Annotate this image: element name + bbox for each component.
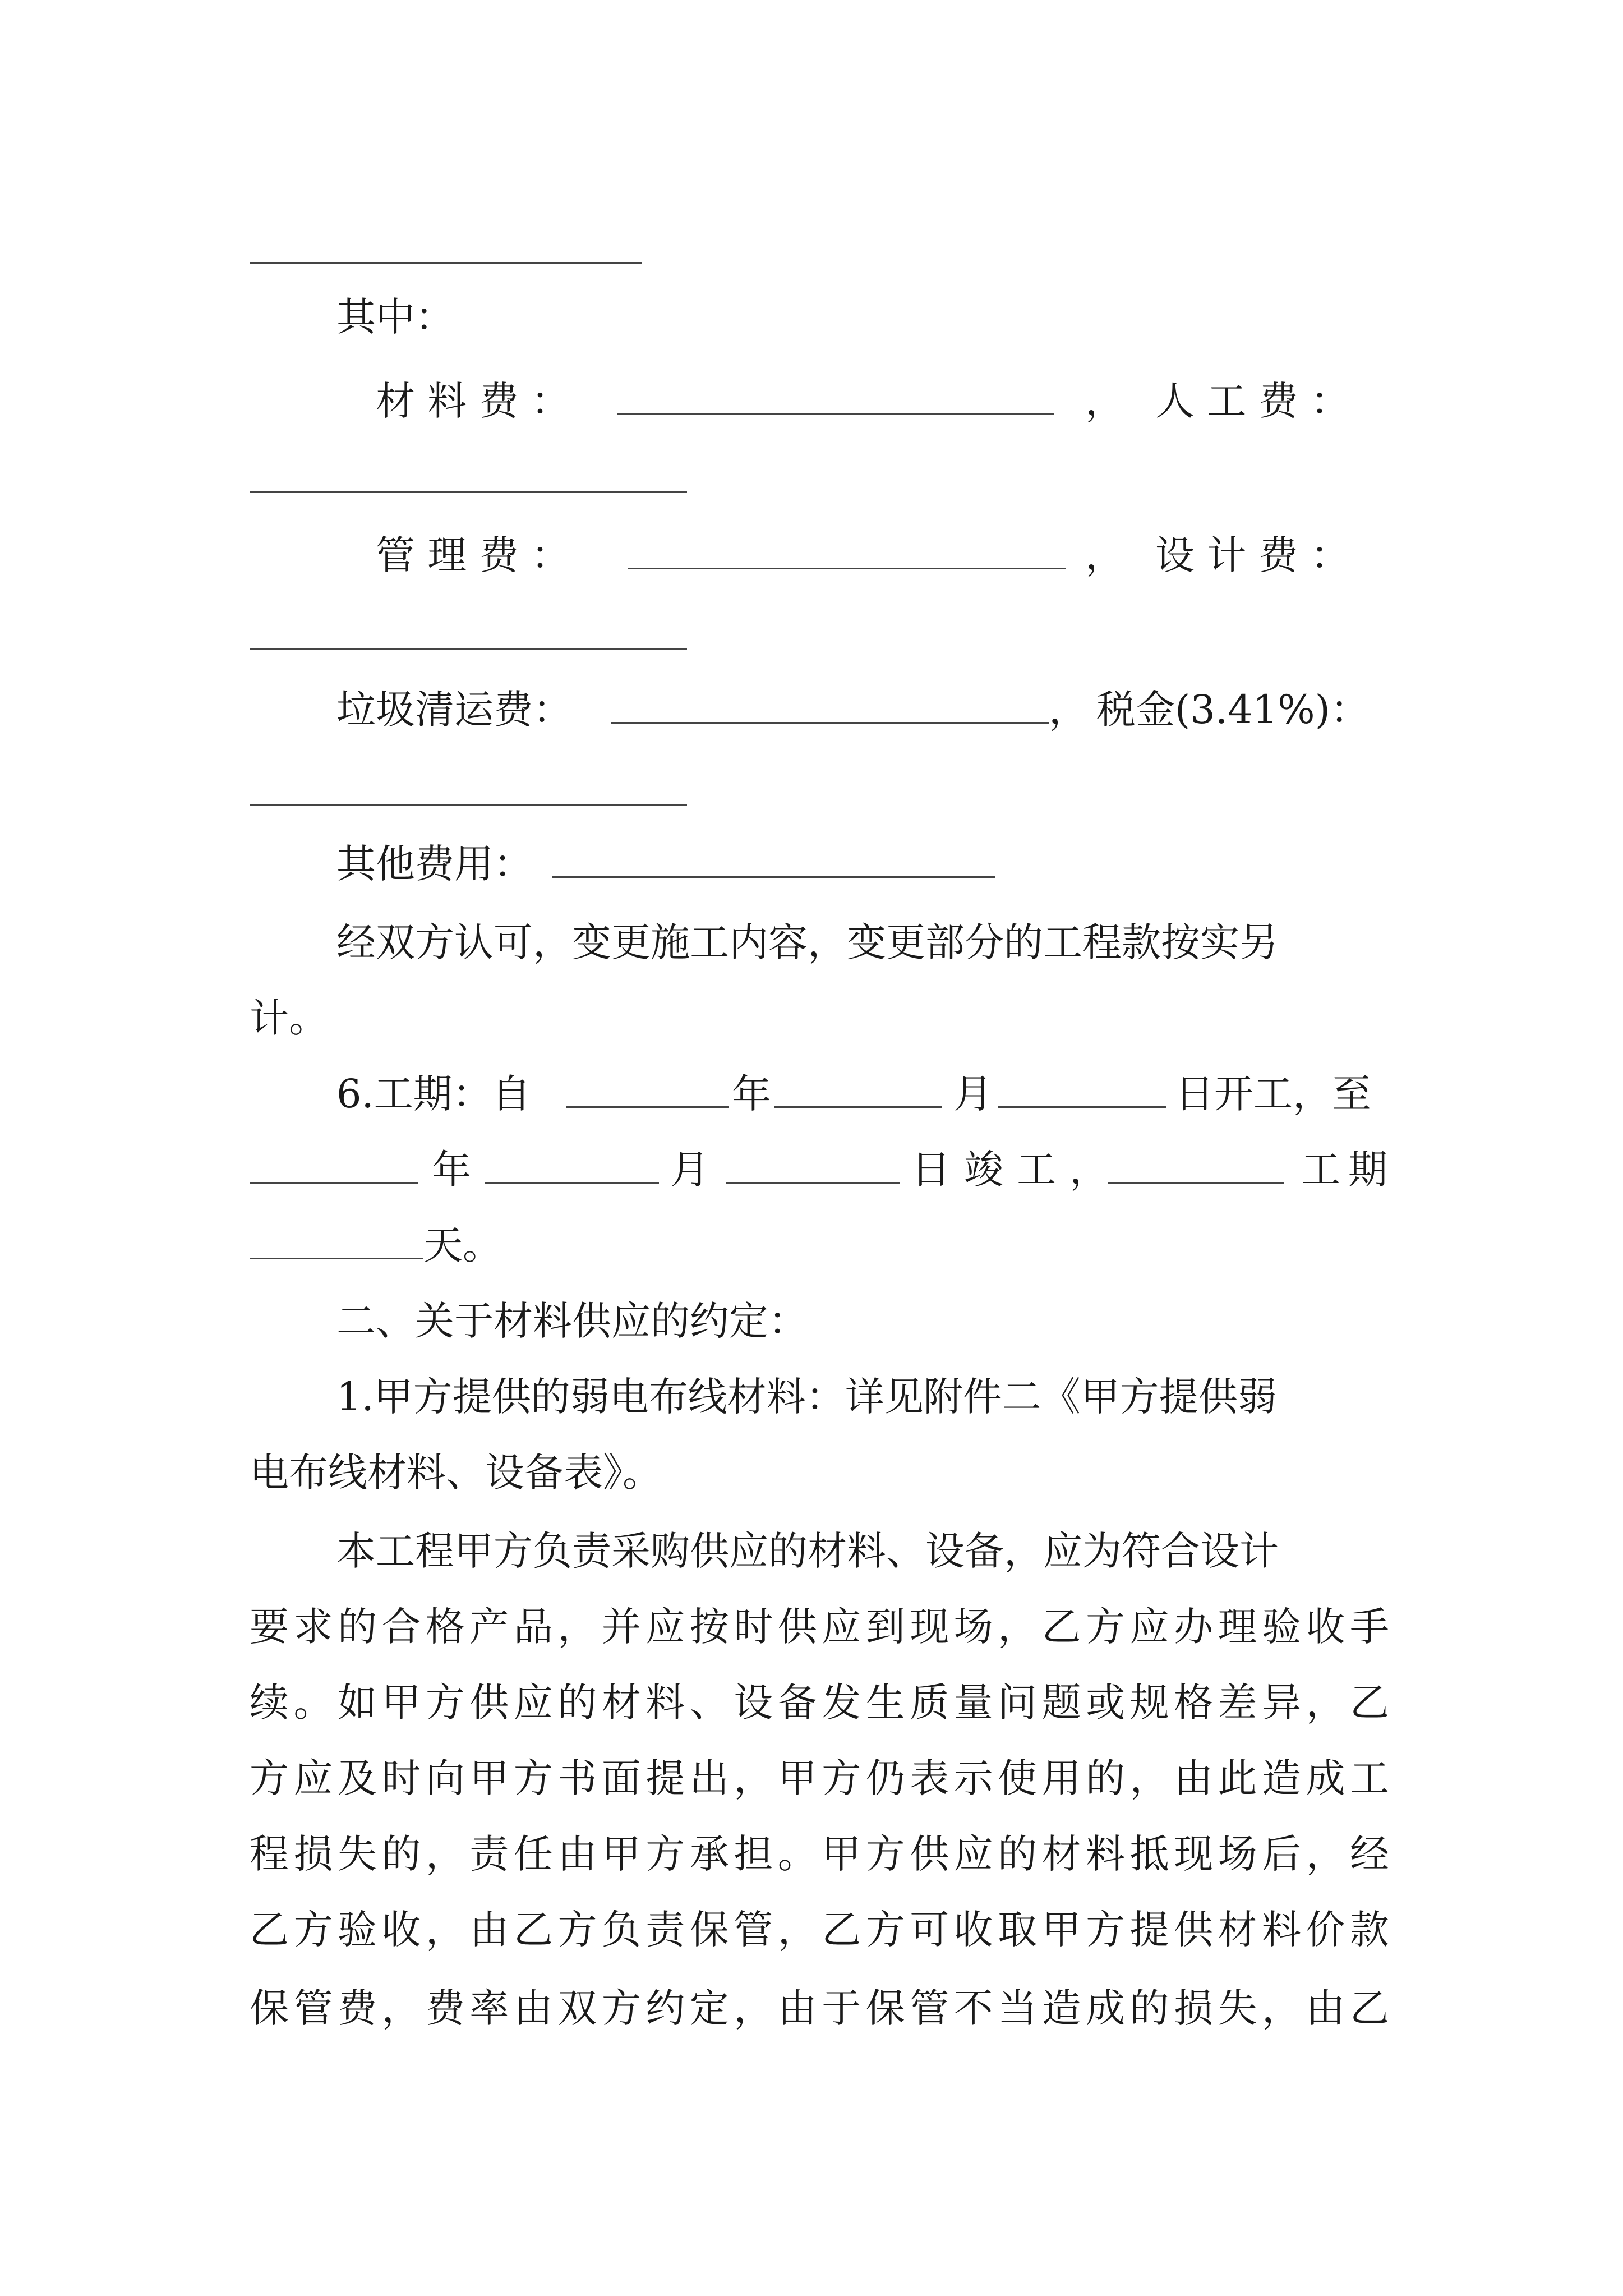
- labor-fee-field[interactable]: [250, 491, 687, 493]
- start-year-label: 年: [732, 1071, 771, 1117]
- material-fee-sep: ，: [1085, 378, 1124, 424]
- para-line: [0, 1517, 1623, 1585]
- design-fee-field[interactable]: [250, 648, 687, 650]
- tax-label: 税金(3.41%)：: [1096, 687, 1370, 733]
- period-line-3: [0, 1212, 1623, 1279]
- other-fee-line: [0, 830, 1623, 898]
- material-fee-label: 材 料 费 ：: [376, 378, 570, 424]
- material-fee-field[interactable]: [617, 413, 1054, 415]
- management-fee-label: 管 理 费 ：: [376, 532, 570, 578]
- para-text-4: 方应及时向甲方书面提出，甲方仍表示使用的，由此造成工: [250, 1755, 1389, 1801]
- para-text-5: 程损失的，责任由甲方承担。甲方供应的材料抵现场后，经: [250, 1831, 1389, 1877]
- period-line-1: [0, 1060, 1623, 1128]
- section2-heading-line: [0, 1287, 1623, 1355]
- period-prefix: 6.工期：自: [336, 1071, 531, 1117]
- fees-intro: 其中：: [336, 294, 454, 340]
- change-text-1: 经双方认可，变更施工内容，变更部分的工程款按实另: [336, 919, 1279, 965]
- para-line: [0, 1896, 1623, 1963]
- para-line: [0, 1975, 1623, 2042]
- start-month-field[interactable]: [774, 1106, 942, 1108]
- para-line: [0, 1745, 1623, 1812]
- start-year-field[interactable]: [566, 1106, 729, 1108]
- para-line: [0, 1593, 1623, 1660]
- garbage-fee-label: 垃圾清运费：: [336, 687, 572, 733]
- item1-text-2: 电布线材料、设备表》。: [250, 1450, 662, 1496]
- days-label: 天。: [423, 1222, 502, 1268]
- end-day-field[interactable]: [726, 1182, 900, 1184]
- end-month-field[interactable]: [485, 1182, 659, 1184]
- para-text-7: 保管费，费率由双方约定，由于保管不当造成的损失，由乙: [250, 1985, 1389, 2031]
- para-text-6: 乙方验收，由乙方负责保管，乙方可收取甲方提供材料价款: [250, 1907, 1389, 1953]
- para-text-3: 续。如甲方供应的材料、设备发生质量问题或规格差异，乙: [250, 1680, 1389, 1726]
- labor-fee-label: 人 工 费 ：: [1155, 378, 1350, 424]
- change-line-2: [0, 984, 1623, 1052]
- start-month-label: 月: [953, 1071, 993, 1117]
- item1-text-1: 1.甲方提供的弱电布线材料：详见附件二《甲方提供弱: [336, 1374, 1277, 1420]
- garbage-fee-line: [0, 676, 1623, 743]
- end-year-field[interactable]: [250, 1182, 418, 1184]
- management-fee-field[interactable]: [628, 568, 1066, 569]
- other-fee-label: 其他费用：: [336, 841, 533, 887]
- management-fee-line: [0, 522, 1623, 589]
- para-line: [0, 1820, 1623, 1888]
- period-days-field[interactable]: [1108, 1182, 1284, 1184]
- material-fee-line: [0, 367, 1623, 435]
- item1-line-1: [0, 1363, 1623, 1430]
- item1-line-2: [0, 1439, 1623, 1506]
- start-label: 日开工，至: [1175, 1071, 1371, 1117]
- tax-field[interactable]: [250, 804, 687, 806]
- fees-intro-line: [0, 283, 1623, 351]
- end-month-label: 月: [670, 1147, 709, 1193]
- period-line-2: [0, 1136, 1623, 1203]
- period-days-field-2[interactable]: [250, 1258, 423, 1259]
- garbage-fee-field[interactable]: [611, 722, 1049, 724]
- blank-line-top: [250, 262, 642, 264]
- para-text-2: 要求的合格产品，并应按时供应到现场，乙方应办理验收手: [250, 1604, 1389, 1650]
- design-fee-label: 设 计 费 ：: [1155, 532, 1350, 578]
- period-label: 工期: [1301, 1147, 1395, 1193]
- end-label: 日竣工，: [911, 1147, 1122, 1193]
- end-year-label: 年: [432, 1147, 471, 1193]
- para-line: [0, 1669, 1623, 1736]
- other-fee-field[interactable]: [552, 876, 995, 878]
- change-line-1: [0, 909, 1623, 976]
- garbage-fee-sep: ，: [1049, 687, 1088, 733]
- section2-heading: 二、关于材料供应的约定：: [336, 1298, 808, 1344]
- management-fee-sep: ，: [1085, 532, 1124, 578]
- para-text-1: 本工程甲方负责采购供应的材料、设备，应为符合设计: [336, 1528, 1279, 1574]
- start-day-field[interactable]: [998, 1106, 1166, 1108]
- change-text-2: 计。: [250, 995, 328, 1041]
